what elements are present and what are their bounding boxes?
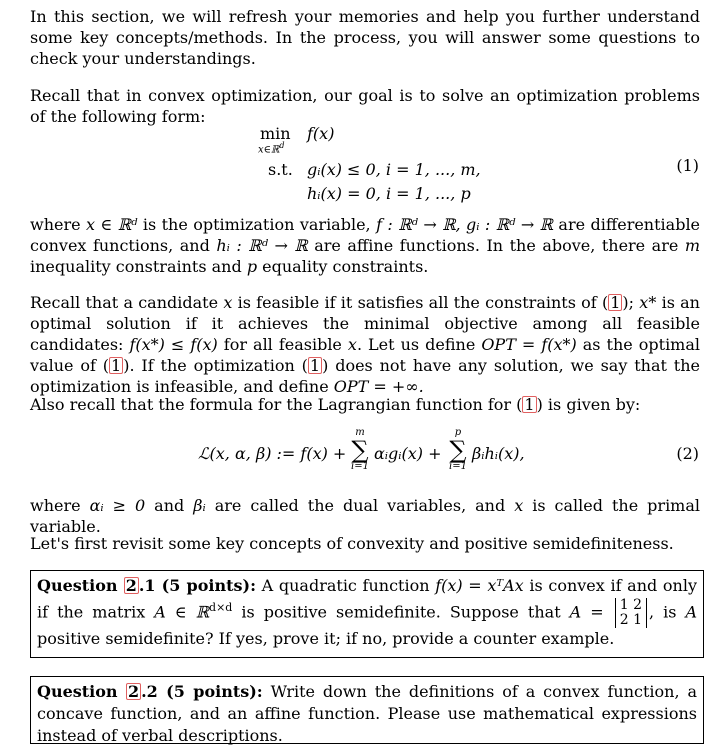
lagrangian-term-1: αᵢgᵢ(x) +: [374, 444, 442, 463]
min-label: min: [260, 124, 291, 143]
question-2-2-label: Question 2 .2 (5 points):: [37, 682, 263, 701]
dual-variables-paragraph: where αᵢ ≥ 0 and βᵢ are called the dual variables, and x is called the primal variable.: [30, 496, 701, 536]
lagrangian-intro: Also recall that the formula for the Lagrangian function for ( 1 ) is given by:: [30, 395, 641, 414]
x-in-rd: x ∈ ℝᵈ: [86, 215, 138, 234]
st-label: s.t.: [268, 160, 293, 179]
intro-text: In this section, we will refresh your memories and help you further understand some key concepts/methods. In the process, you will answer some questions to check your understandings.: [30, 7, 700, 68]
sum-1: m ∑ i=1: [351, 427, 369, 472]
question-2-2-box: Question 2 .2 (5 points): Write down the definitions of a convex function, a concave function, and an affine function. Please use mathematical expressions instead of verbal descriptions.: [30, 676, 704, 744]
question-2-1-box: Question 2 .1 (5 points): A quadratic function f(x) = xᵀAx is convex if and only if the matrix A ∈ ℝ$^{d\times d}$ is positive semidefinite. Suppose that A = 1 2 2 1 , is A positive semidefinite? If yes, prove it; if no, provide a counter example.: [30, 570, 704, 658]
h-map: hᵢ : ℝᵈ → ℝ: [216, 236, 308, 255]
equation-ref-link[interactable]: 1: [111, 356, 122, 375]
recall-convex-text: Recall that in convex optimization, our goal is to solve an optimization problems of the following form:: [30, 86, 700, 126]
objective: f(x): [307, 124, 335, 143]
revisit-paragraph: Let's first revisit some key concepts of convexity and positive semidefiniteness.: [30, 534, 674, 553]
matrix-a: 1 2 2 1: [615, 598, 647, 628]
where-paragraph: where x ∈ ℝᵈ is the optimization variable, f : ℝᵈ → ℝ, gᵢ : ℝᵈ → ℝ are differentiable convex functions, and hᵢ : ℝᵈ → ℝ are affine functions. In the above, there are m inequality constraints and p equality constraints.: [30, 215, 701, 276]
equation-ref-link[interactable]: 1: [309, 356, 321, 375]
recall-convex-paragraph: [30, 85, 700, 127]
question-2-1-label: Question 2 .1 (5 points):: [37, 576, 256, 595]
inequality-constraints: gᵢ(x) ≤ 0, i = 1, ..., m,: [307, 160, 481, 179]
section-ref-link[interactable]: 2: [125, 576, 137, 595]
feasible-paragraph: Recall that a candidate x is feasible if it satisfies all the constraints of ( 1 ); x* is an optimal solution if it achieves the minimal objective among all feasible candidates: f(x*) ≤ f(x) for all feasible x. Let us define OPT = f(x*) as the optimal value of ( 1 ). If the optimization ( 1 ) does not have any solution, we say that the optimization is infeasible, and define OPT = +∞.: [30, 293, 701, 396]
equation-number-2: (2): [676, 444, 699, 463]
min-subscript: x∈ℝ$^d$: [258, 141, 285, 156]
sum-2: p ∑ i=1: [449, 427, 467, 472]
equation-ref-link[interactable]: 1: [524, 395, 535, 414]
function-maps: f : ℝᵈ → ℝ, gᵢ : ℝᵈ → ℝ: [376, 215, 553, 234]
section-ref-link[interactable]: 2: [127, 682, 140, 701]
lagrangian-term-2: βᵢhᵢ(x),: [472, 444, 525, 463]
equation-number-1: (1): [676, 156, 699, 175]
lagrangian-lhs: ℒ(x, α, β) := f(x) +: [198, 444, 347, 463]
intro-paragraph: [30, 6, 700, 69]
equality-constraints: hᵢ(x) = 0, i = 1, ..., p: [307, 184, 471, 203]
equation-ref-link[interactable]: 1: [610, 293, 621, 312]
